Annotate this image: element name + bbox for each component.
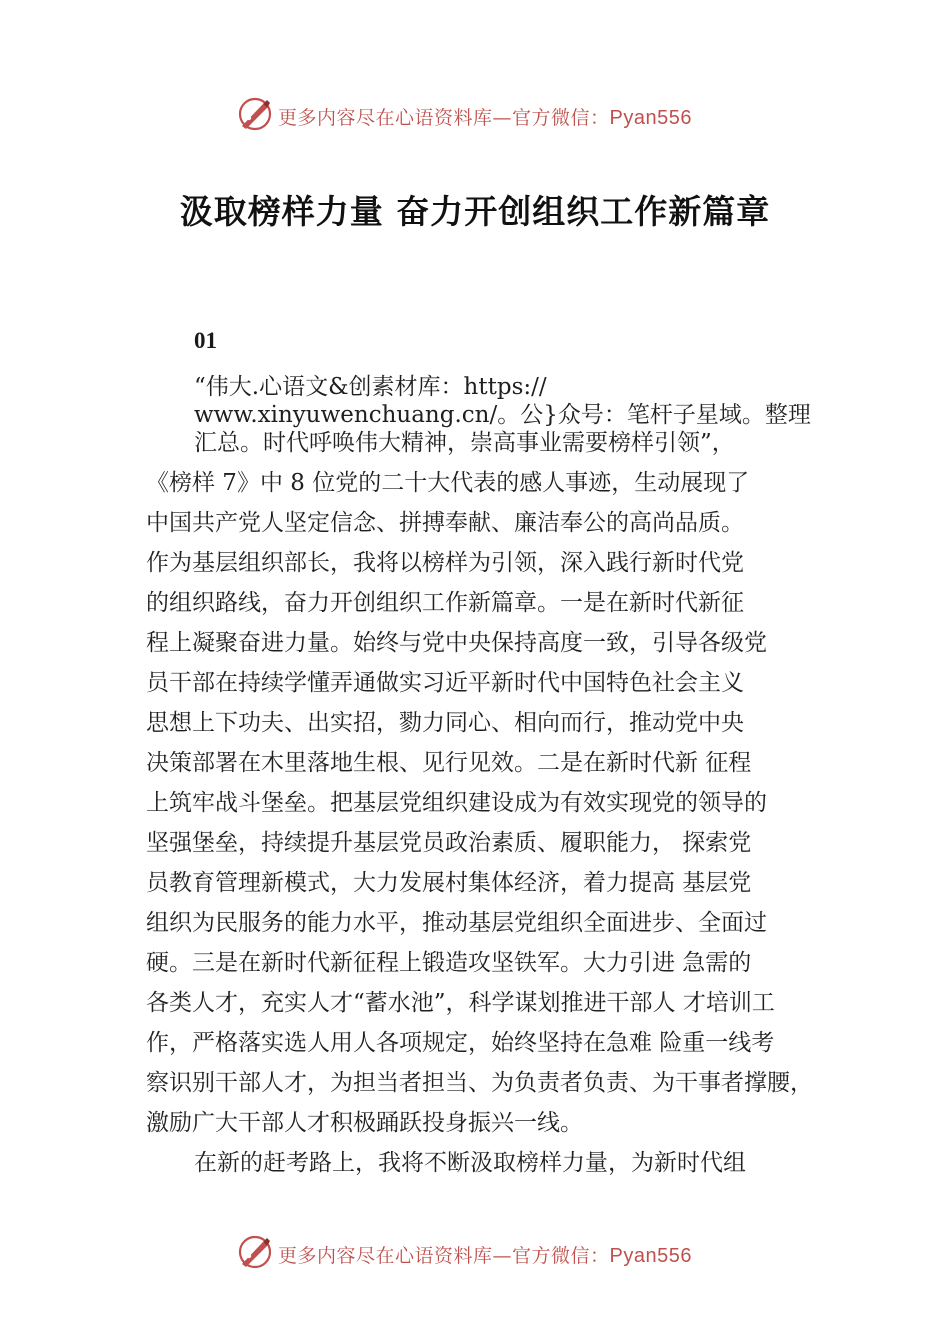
paragraph-line: 作为基层组织部长，我将以榜样为引领，深入践行新时代党 — [146, 550, 744, 576]
footer-watermark — [0, 1232, 950, 1272]
paragraph-line: 硬。三是在新时代新征程上锻造攻坚铁军。大力引进 急需的 — [146, 950, 752, 976]
document-title: 汲取榜样力量 奋力开创组织工作新篇章 — [179, 192, 771, 231]
paragraph-line: 组织为民服务的能力水平，推动基层党组织全面进步、全面过 — [146, 910, 767, 936]
pen-seal-icon — [236, 1234, 274, 1270]
paragraph-line: www.xinyuwenchuang.cn/。公}众号：笔杆子星域。整理 — [194, 402, 811, 428]
wechat-id: Pyan556 — [609, 107, 692, 129]
paragraph-line: 决策部署在木里落地生根、见行见效。二是在新时代新 征程 — [146, 750, 752, 776]
watermark-text: 更多内容尽在心语资料库—官方微信：Pyan556 — [278, 1245, 692, 1267]
paragraph-line: 思想上下功夫、出实招，勠力同心、相向而行，推动党中央 — [146, 710, 744, 736]
paragraph-line: 《榜样 7》中 8 位党的二十大代表的感人事迹，生动展现了 — [146, 470, 750, 496]
paragraph-line: 中国共产党人坚定信念、拼搏奉献、廉洁奉公的高尚品质。 — [146, 510, 744, 536]
paragraph-line: 的组织路线，奋力开创组织工作新篇章。一是在新时代新征 — [146, 590, 744, 616]
pen-seal-icon — [236, 96, 274, 132]
paragraph-line: 员干部在持续学懂弄通做实习近平新时代中国特色社会主义 — [146, 670, 744, 696]
paragraph-line: 上筑牢战斗堡垒。把基层党组织建设成为有效实现党的领导的 — [146, 790, 767, 816]
paragraph-line: 察识别干部人才，为担当者担当、为负责者负责、为干事者撑腰， — [146, 1070, 813, 1096]
paragraph-line: 作，严格落实选人用人各项规定，始终坚持在急难 险重一线考 — [146, 1030, 775, 1056]
paragraph-line: 各类人才，充实人才“蓄水池”，科学谋划推进干部人 才培训工 — [146, 990, 775, 1016]
paragraph-line: 坚强堡垒，持续提升基层党员政治素质、履职能力， 探索党 — [146, 830, 752, 856]
paragraph-line: 激励广大干部人才积极踊跃投身振兴一线。 — [146, 1110, 583, 1136]
header-watermark — [0, 94, 950, 134]
paragraph-line: 汇总。时代呼唤伟大精神，崇高事业需要榜样引领”， — [194, 430, 735, 456]
paragraph-line: 在新的赶考路上，我将不断汲取榜样力量，为新时代组 — [194, 1150, 746, 1176]
paragraph-line: 员教育管理新模式，大力发展村集体经济，着力提高 基层党 — [146, 870, 752, 896]
section-number: 01 — [194, 328, 217, 353]
paragraph-line: 程上凝聚奋进力量。始终与党中央保持高度一致，引导各级党 — [146, 630, 767, 656]
watermark-text: 更多内容尽在心语资料库—官方微信：Pyan556 — [278, 107, 692, 129]
paragraph-line: “伟大.心语文&创素材库：https:// — [194, 374, 547, 400]
wechat-id: Pyan556 — [609, 1245, 692, 1267]
